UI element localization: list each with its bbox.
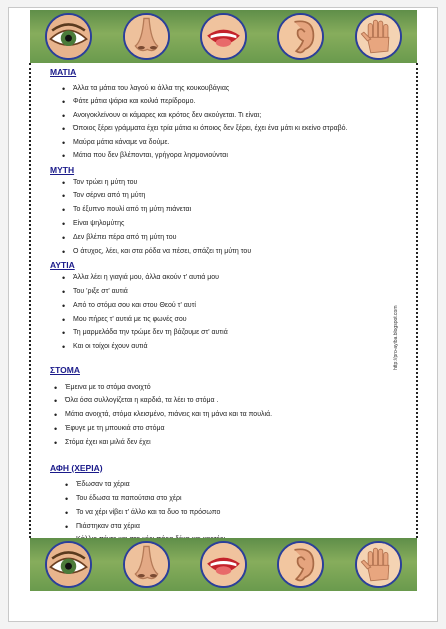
list-item: • Ο άτυχος, λέει, και στα ρόδα να πέσει, σπάζει τη μύτη του xyxy=(73,248,395,262)
section-eyes xyxy=(50,68,395,166)
list-item: • Δεν βλέπει πέρα από τη μύτη του xyxy=(73,234,395,248)
proverbs-content xyxy=(50,68,395,564)
mouth-icon xyxy=(200,541,247,588)
list-item: • Μάτια ανοιχτά, στόμα κλεισμένο, πιάνεις και τη μάνα και τα πουλιά. xyxy=(65,411,395,425)
list-item: • Τη μαρμελάδα την τρώμε δεν τη βάζουμε στ' αυτιά xyxy=(73,329,395,343)
ear-icon xyxy=(277,13,324,60)
hand-icon xyxy=(355,541,402,588)
senses-banner-top xyxy=(30,10,417,63)
list-item: • Πιάστηκαν στα χέρια xyxy=(76,523,395,537)
list-item: • Έφυγε με τη μπουκιά στο στόμα xyxy=(65,425,395,439)
proverb-list xyxy=(50,384,395,453)
section-heading-touch: ΑΦΗ (ΧΕΡΙΑ) xyxy=(50,462,103,473)
section-heading-nose: ΜΥΤΗ xyxy=(50,165,75,176)
proverb-list xyxy=(50,179,395,262)
list-item: • Φάτε μάτια ψάρια και κοιλιά περίδρομο. xyxy=(73,98,395,112)
list-item: • Το έξυπνο πουλί από τη μύτη πιάνεται xyxy=(73,206,395,220)
section-heading-mouth: ΣΤΟΜΑ xyxy=(50,365,80,376)
proverb-list xyxy=(50,85,395,167)
list-item: • Του έδωσα τα παπούτσια στο χέρι xyxy=(76,495,395,509)
eye-icon xyxy=(45,13,92,60)
list-item: • Όποιος ξέρει γράμματα έχει τρία μάτια κι όποιος δεν ξέρει, έχει ένα μάτι κι εκείνο στραβό. xyxy=(73,125,395,139)
list-item: • Μάτια που δεν βλέπονται, γρήγορα λησμονιούνται xyxy=(73,152,395,166)
list-item: • Τον σέρνει από τη μύτη xyxy=(73,192,395,206)
side-url: http://pro-ayiba.blogspot.com xyxy=(393,305,399,370)
senses-banner-bottom xyxy=(30,538,417,591)
proverb-list xyxy=(50,274,395,357)
hand-icon xyxy=(355,13,402,60)
list-item: • Τον τρώει η μύτη του xyxy=(73,179,395,193)
list-item: • Μαύρα μάτια κάναμε να δούμε. xyxy=(73,139,395,153)
section-mouth xyxy=(50,366,395,452)
list-item: • Από το στόμα σου και στου Θεού τ' αυτί xyxy=(73,302,395,316)
nose-icon xyxy=(123,13,170,60)
list-item: • Είναι ψηλομύτης xyxy=(73,220,395,234)
list-item: • Έμεινα με το στόμα ανοιχτό xyxy=(65,384,395,398)
section-ears xyxy=(50,261,395,357)
list-item: • Άλλα τα μάτια του λαγού κι άλλα της κουκουβάγιας xyxy=(73,85,395,99)
section-nose xyxy=(50,166,395,261)
list-item: • Και οι τοίχοι έχουν αυτιά xyxy=(73,343,395,357)
list-item: • Μου πήρες τ' αυτιά με τις φωνές σου xyxy=(73,316,395,330)
list-item: • Έδωσαν τα χέρια xyxy=(76,481,395,495)
mouth-icon xyxy=(200,13,247,60)
list-item: • Ανοιγοκλείνουν οι κάμαρες και κρότος δεν ακούγεται. Τι είναι; xyxy=(73,112,395,126)
section-heading-eyes: ΜΑΤΙΑ xyxy=(50,67,77,77)
eye-icon xyxy=(45,541,92,588)
list-item: • Το να χέρι νίβει τ' άλλο και τα δυο το πρόσωπο xyxy=(76,509,395,523)
list-item: • Όλα όσα συλλογίζεται η καρδιά, τα λέει το στόμα . xyxy=(65,397,395,411)
list-item: • Στόμα έχει και μιλιά δεν έχει xyxy=(65,439,395,453)
section-heading-ears: ΑΥΤΙΑ xyxy=(50,260,75,271)
list-item: • Άλλα λέει η γιαγιά μου, άλλα ακούν τ' αυτιά μου xyxy=(73,274,395,288)
ear-icon xyxy=(277,541,324,588)
list-item: • Του 'ριξε στ' αυτιά xyxy=(73,288,395,302)
nose-icon xyxy=(123,541,170,588)
